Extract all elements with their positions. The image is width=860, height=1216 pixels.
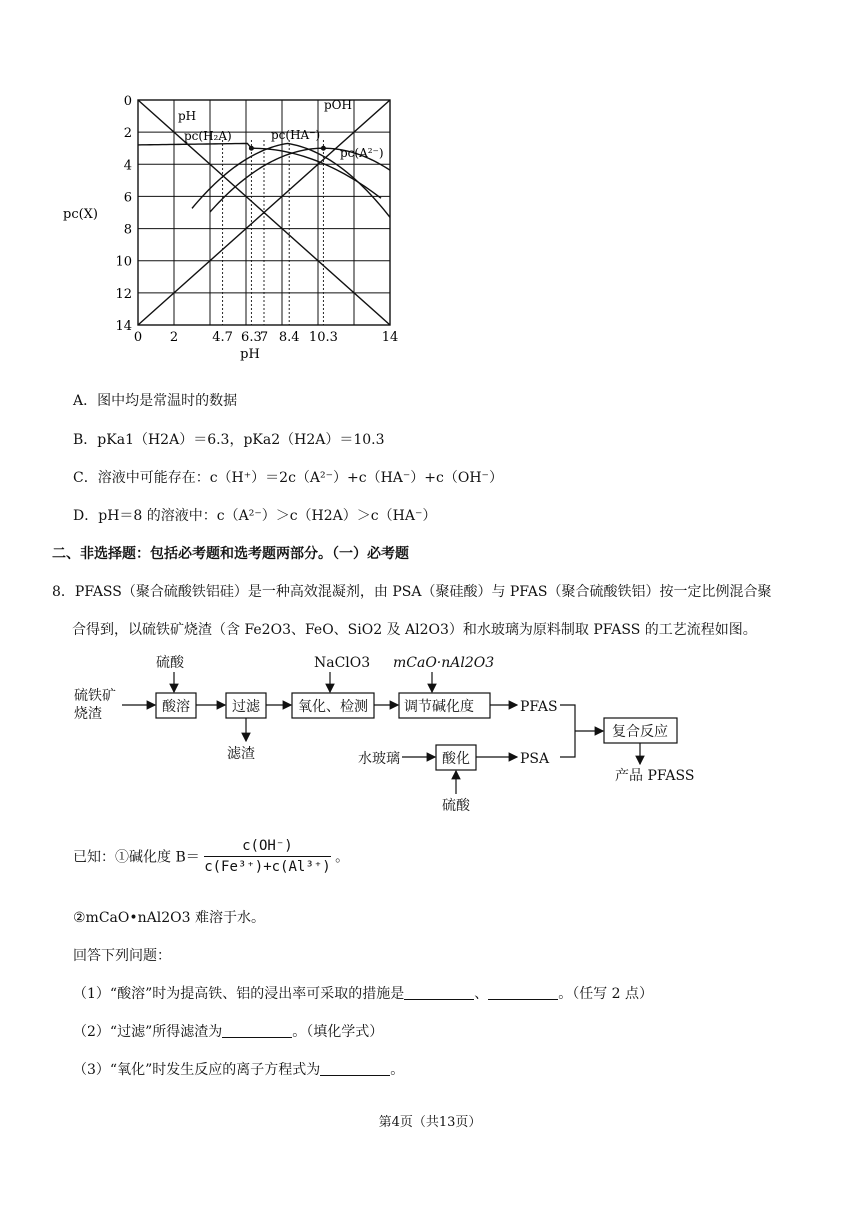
x-tick-label: 6.3: [241, 330, 262, 345]
raw-material-2: 烧渣: [74, 706, 102, 722]
process-flow-diagram: [70, 648, 720, 818]
y-tick-label: 8: [123, 222, 132, 238]
product-label: 产品 PFASS: [615, 768, 695, 784]
y-tick-label: 0: [123, 94, 132, 109]
box-filter: 过滤: [232, 699, 260, 715]
x-tick-label: 4.7: [212, 330, 233, 345]
option-b: B．pKa1（H2A）＝6.3，pKa2（H2A）＝10.3: [73, 432, 385, 448]
x-tick-labels: [134, 330, 398, 345]
known-conditions-1: 已知：①碱化度 B＝ $\frac{c(OH^-)}{\text{c(Fe³⁺)+c(Al³⁺)}}$ 。: [73, 838, 350, 875]
pc-ph-chart: [60, 90, 420, 380]
psa-label: PSA: [520, 751, 550, 767]
question-8-line2: 合得到，以硫铁矿烧渣（含 Fe2O3、FeO、SiO2 及 Al2O3）和水玻璃为原料制取 PFASS 的工艺流程如图。: [72, 622, 757, 638]
box-acidify: 酸化: [442, 751, 470, 767]
sub-question-3: （3）“氧化”时发生反应的离子方程式为 。: [73, 1062, 405, 1078]
section-heading: 二、非选择题：包括必考题和选考题两部分。（一）必考题: [52, 546, 409, 562]
intersection-point: [249, 146, 254, 151]
mcao-label: mCaO·nAl2O3: [393, 655, 495, 671]
intersection-point: [321, 146, 326, 151]
box-adjust: 调节碱化度: [404, 699, 474, 715]
x-axis-label: pH: [240, 347, 260, 362]
option-c: C．溶液中可能存在：c（H⁺）＝2c（A²⁻）+c（HA⁻）+c（OH⁻）: [73, 470, 503, 486]
page-footer: 第4页（共13页）: [378, 1115, 482, 1130]
y-tick-label: 4: [123, 158, 132, 174]
answer-blank[interactable]: [222, 1023, 292, 1038]
box-acid-dissolve: 酸溶: [162, 699, 190, 715]
curve-label-ha: pc(HA⁻): [271, 128, 321, 142]
answer-blank[interactable]: [320, 1061, 390, 1076]
curve-label-h2a: pc(H₂A): [184, 129, 232, 143]
sub-question-1: （1）“酸溶”时为提高铁、铝的浸出率可采取的措施是 、 。（任写 2 点）: [73, 986, 654, 1002]
x-tick-label: 10.3: [308, 330, 338, 345]
sulfuric-acid-bottom: 硫酸: [442, 798, 470, 814]
answer-blank[interactable]: [404, 985, 474, 1000]
box-oxidize: 氧化、检测: [298, 699, 368, 715]
y-axis-label: pc(X): [63, 207, 99, 222]
x-tick-label: 0: [133, 330, 143, 345]
fraction-denominator: c(Fe³⁺)+c(Al³⁺): [204, 859, 331, 875]
sub-question-2: （2）“过滤”所得滤渣为 。（填化学式）: [73, 1024, 384, 1040]
y-tick-label: 2: [123, 126, 132, 142]
answer-intro: 回答下列问题：: [73, 948, 171, 964]
curve-label-ph: pH: [178, 109, 197, 123]
chart-curves: [138, 100, 390, 325]
known-conditions-2: ②mCaO•nAl2O3 难溶于水。: [73, 910, 265, 926]
x-tick-label: 8.4: [278, 330, 300, 345]
raw-material-1: 硫铁矿: [74, 688, 116, 704]
x-tick-label: 2: [169, 330, 179, 345]
curve-label-poh: pOH: [324, 98, 352, 112]
fraction-numerator: c(OH⁻): [204, 838, 330, 857]
box-compound: 复合反应: [612, 724, 668, 740]
basicity-fraction: [204, 838, 330, 875]
water-glass-label: 水玻璃: [358, 751, 400, 767]
option-d: D．pH＝8 的溶液中：c（A²⁻）＞c（H2A）＞c（HA⁻）: [73, 508, 437, 524]
curve-label-a2: pc(A²⁻): [340, 146, 384, 160]
x-tick-label: 14: [381, 330, 399, 345]
y-tick-label: 6: [123, 190, 132, 206]
y-tick-label: 10: [115, 254, 132, 270]
sulfuric-acid-top: 硫酸: [156, 655, 184, 671]
question-8-line1: 8．PFASS（聚合硫酸铁铝硅）是一种高效混凝剂，由 PSA（聚硅酸）与 PFAS（聚合硫酸铁铝）按一定比例混合聚: [52, 584, 772, 600]
answer-blank[interactable]: [488, 985, 558, 1000]
x-tick-label: 7: [259, 330, 269, 345]
option-a: A．图中均是常温时的数据: [73, 393, 238, 409]
y-tick-label: 12: [115, 286, 132, 302]
naclo3-label: NaClO3: [314, 655, 371, 671]
pfas-label: PFAS: [520, 699, 558, 715]
y-tick-label: 14: [115, 319, 132, 334]
residue-label: 滤渣: [227, 746, 255, 762]
y-tick-labels: [115, 94, 132, 334]
